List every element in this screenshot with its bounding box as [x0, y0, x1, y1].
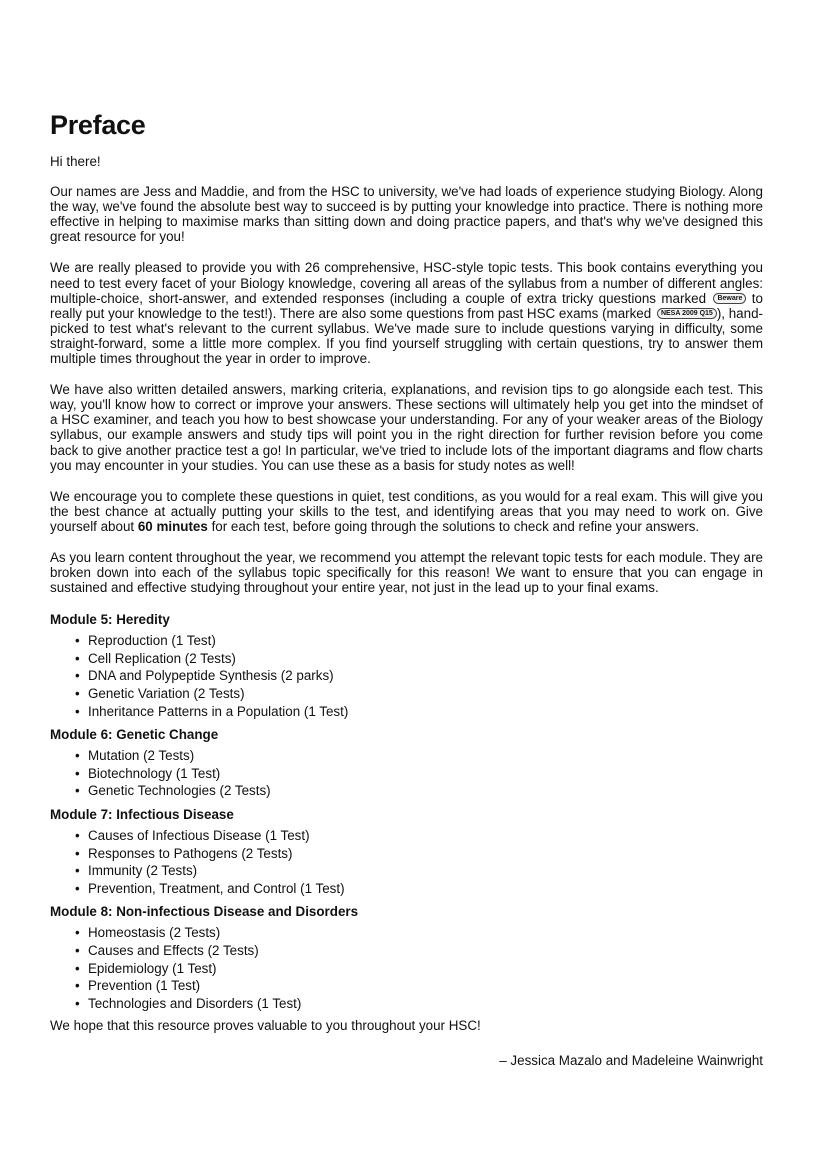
list-item: • Immunity (2 Tests) — [88, 862, 763, 880]
module-6-list — [50, 747, 763, 800]
module-5-section — [50, 611, 763, 720]
module-6-section — [50, 726, 763, 800]
module-7-list — [50, 827, 763, 897]
schedule-paragraph: As you learn content throughout the year, we recommend you attempt the relevant topic tests for each module. They are broken down into each of the syllabus topic specifically for this reason! We want to ensure that you can engage in sustained and effective studying throughout your entire year, not just in the lead up to your final exams. — [50, 549, 763, 596]
list-item: • Responses to Pathogens (2 Tests) — [88, 845, 763, 863]
module-5-title: Module 5: Heredity — [50, 612, 170, 628]
closing-line: We hope that this resource proves valuable to you throughout your HSC! — [50, 1018, 481, 1034]
signature: – Jessica Mazalo and Madeleine Wainwright — [499, 1053, 763, 1069]
tests-text-b: to really put your knowledge to the test!). There are also some questions from past HSC exams (marked — [50, 290, 763, 321]
list-item: • Genetic Variation (2 Tests) — [88, 685, 763, 703]
conditions-text-b: for each test, before going through the solutions to check and refine your answers. — [211, 518, 700, 534]
module-8-section — [50, 903, 763, 1012]
list-item: • Cell Replication (2 Tests) — [88, 650, 763, 668]
tests-paragraph — [50, 260, 763, 366]
list-item: • Prevention, Treatment, and Control (1 Test) — [88, 880, 763, 898]
conditions-paragraph — [50, 489, 763, 534]
module-7-title: Module 7: Infectious Disease — [50, 807, 234, 822]
list-item: • Inheritance Patterns in a Population (1 Test) — [88, 703, 763, 721]
module-7-section — [50, 806, 763, 897]
list-item: • Prevention (1 Test) — [88, 977, 763, 995]
list-item: • Mutation (2 Tests) — [88, 747, 763, 765]
greeting: Hi there! — [50, 154, 101, 169]
conditions-text-a: We encourage you to complete these questions in quiet, test conditions, as you would for a real exam. This will give you the best chance at actually putting your skills to the test, and identifying areas that you may need to work on. Give yourself about — [50, 488, 763, 534]
module-8-title: Module 8: Non-infectious Disease and Disorders — [50, 904, 359, 920]
answers-paragraph: We have also written detailed answers, marking criteria, explanations, and revision tips to go alongside each test. This way, you'll know how to correct or improve your answers. These sections will ultimately help you get into the mindset of a HSC examiner, and teach you how to best showcase your understanding. For any of your weaker areas of the Biology syllabus, our example answers and study tips will point you in the right direction for further revision before you come back to give another practice test a go! In particular, we've tried to include lots of the important diagrams and flow charts you may encounter in your studies. You can use these as a basis for study notes as well! — [50, 382, 763, 473]
nesa-badge: NESA 2009 Q15 — [657, 308, 717, 319]
time-limit: 60 minutes — [137, 518, 208, 534]
beware-badge: Beware — [713, 293, 746, 304]
list-item: • Epidemiology (1 Test) — [88, 960, 763, 978]
module-8-list — [50, 924, 763, 1012]
tests-text-a: We are really pleased to provide you with 26 comprehensive, HSC-style topic tests. This book contains everything you need to test every facet of your Biology knowledge, covering all areas of the syllabus from a number of different angles: multiple-choice, short-answer, and extended responses (including a couple of extra tricky questions marked — [50, 260, 763, 306]
list-item: • Causes of Infectious Disease (1 Test) — [88, 827, 763, 845]
module-5-list — [50, 632, 763, 720]
intro-paragraph: Our names are Jess and Maddie, and from the HSC to university, we've had loads of experience studying Biology. Along the way, we've found the absolute best way to succeed is by putting your knowledge into practice. There is nothing more effective in helping to maximise marks than sitting down and doing practice papers, and that's why we've designed this great resource for you! — [50, 184, 763, 245]
tests-text-c: ), hand-picked to test what's relevant to the current syllabus. We've made sure to include questions varying in difficulty, some straight-forward, some a little more complex. If you find yourself struggling with certain questions, try to answer them multiple times throughout the year in order to improve. — [50, 305, 763, 367]
list-item: • Technologies and Disorders (1 Test) — [88, 995, 763, 1013]
list-item: • Genetic Technologies (2 Tests) — [88, 782, 763, 800]
list-item: • Biotechnology (1 Test) — [88, 765, 763, 783]
list-item: • Causes and Effects (2 Tests) — [88, 942, 763, 960]
module-6-title: Module 6: Genetic Change — [50, 727, 219, 743]
page-title: Preface — [50, 110, 146, 140]
list-item: • DNA and Polypeptide Synthesis (2 parks) — [88, 667, 763, 685]
preface-page — [50, 108, 763, 1068]
list-item: • Reproduction (1 Test) — [88, 632, 763, 650]
list-item: • Homeostasis (2 Tests) — [88, 924, 763, 942]
